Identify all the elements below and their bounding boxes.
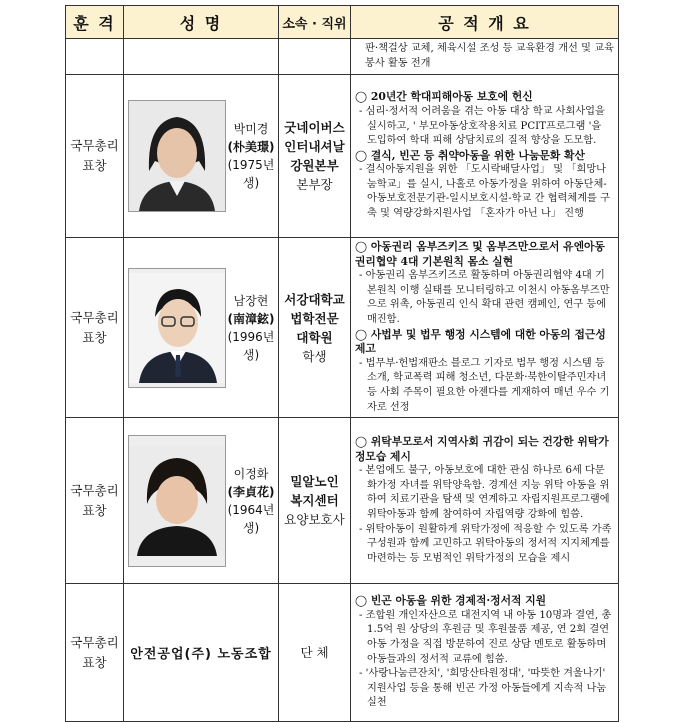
- header-row: [66, 6, 619, 39]
- org-cell: 서강대학교 법학전문 대학원 학생: [279, 238, 351, 418]
- organization-name: 안전공업(주) 노동조합: [124, 584, 279, 722]
- org-cell: 밀알노인 복지센터 요양보호사: [279, 418, 351, 584]
- person-hanja: (朴美璟): [227, 140, 275, 154]
- person-hanja: (李貞花): [227, 484, 275, 499]
- header-award: 훈 격: [66, 6, 124, 39]
- portrait-photo: [128, 268, 226, 388]
- person-name: 박미경: [233, 122, 269, 136]
- portrait-photo: [128, 435, 226, 567]
- birth-year: (1975년생): [227, 158, 275, 190]
- position: 학생: [302, 348, 327, 364]
- award-cell: 국무총리 표창: [66, 584, 124, 722]
- header-org: 소속 · 직위: [279, 6, 351, 39]
- birth-year: (1996년생): [227, 329, 275, 362]
- org-cell: 단 체: [279, 584, 351, 722]
- name-cell: [124, 238, 279, 418]
- award-cell: 국무총리 표창: [66, 238, 124, 418]
- name-cell: [124, 418, 279, 584]
- table-row: [66, 238, 619, 418]
- table-row: [66, 418, 619, 584]
- achievement-cell: ◯ 위탁부모로서 지역사회 귀감이 되는 건강한 위탁가정모습 제시 - 본업에도 불구, 아동보호에 대한 관심 하나로 6세 다문화가정 자녀를 위탁양육함. 경계선 지능 위탁 아동을 위하여 치료기관을 탐색 및 연계하고 자립지원프로그램에 위탁아동과 함께 참여하여 자립역량 강화에 힘씀. - 위탁아동이 원활하게 위탁가정에 적응할 수 있도록 가족 구성원과 함께 고민하고 위탁아동의 정서적 지지체계를 마련하는 등 모범적인 위탁가정의 모습을 제시: [351, 418, 619, 584]
- person-hanja: (南漳鉉): [227, 311, 275, 326]
- name-cell: [124, 75, 279, 238]
- position: 본부장: [296, 177, 333, 192]
- person-name: 이정화: [233, 466, 269, 481]
- achievement-cell: ◯ 빈곤 아동을 위한 경제적·정서적 지원 - 조합원 개인자산으로 대전지역 내 아동 10명과 결연, 총 1.5억 원 상당의 후원금 및 후원물품 제공, 연 2회 결연 아동 가정을 직접 방문하여 진로 상담 멘토로 활동하며 아동들과의 정서적 교류에 힘씀. - '사랑나눔큰잔치', '희망산타원정대', '따뜻한 겨울나기' 지원사업 등을 통해 빈곤 가정 아동들에게 지속적 나눔 실천: [351, 584, 619, 722]
- header-summary: 공 적 개 요: [351, 6, 619, 39]
- header-name: 성 명: [124, 6, 279, 39]
- person-name: 남장현: [233, 293, 269, 308]
- award-cell: 국무총리 표창: [66, 75, 124, 238]
- continuation-row: [66, 39, 619, 75]
- org-cell: 굿네이버스 인터내셔날 강원본부 본부장: [279, 75, 351, 238]
- position: 요양보호사: [284, 512, 345, 528]
- award-cell: 국무총리 표창: [66, 418, 124, 584]
- portrait-photo: [128, 100, 226, 212]
- achievement-cell: ◯ 아동권리 옴부즈키즈 및 옴부즈만으로서 유엔아동권리협약 4대 기본원칙 몸소 실현 - 아동권리 옴부즈키즈로 활동하며 아동권리협약 4대 기본원칙 이행 실태를 모니터링하고 이천시 아동옴부즈만으로 위촉, 아동권리 인식 확대 관련 캠페인, 연구 등에 매진함. ◯ 사법부 및 법무 행정 시스템에 대한 아동의 접근성 제고 - 법무부·헌법재판소 블로그 기자로 법무 행정 시스템 등 소개, 학교폭력 피해 청소년, 다문화·북한이탈주민자녀 등 사회 주목이 필요한 아젠다를 게재하여 매년 우수 기자로 선정: [351, 238, 619, 418]
- achievement-cell: ◯ 20년간 학대피해아동 보호에 헌신 - 심리·정서적 어려움을 겪는 아동 대상 학교 사회사업을 실시하고, ' 부모아동상호작용치료 PCIT프로그램 '을 도입하여 학대 피해 상담치료의 질적 향상을 도모함. ◯ 결식, 빈곤 등 취약아동을 위한 나눔문화 확산 - 결식아동지원을 위한 「도시락배달사업」 및 「희망나눔학교」를 실시, 나홀로 아동가정을 위하여 아동단체-아동보호전문기관-일시보호시설-학교 간 협력체계를 구축 및 역량강화지원사업 「혼자가 아닌 나」 진행: [351, 75, 619, 238]
- table-row: [66, 584, 619, 722]
- table-row: [66, 75, 619, 238]
- awards-table-container: [65, 5, 618, 722]
- birth-year: (1964년생): [227, 502, 275, 535]
- continuation-text: 판·책걸상 교체, 체육시설 조성 등 교육환경 개선 및 교육봉사 활동 전개: [351, 39, 619, 75]
- awards-table: [65, 5, 619, 722]
